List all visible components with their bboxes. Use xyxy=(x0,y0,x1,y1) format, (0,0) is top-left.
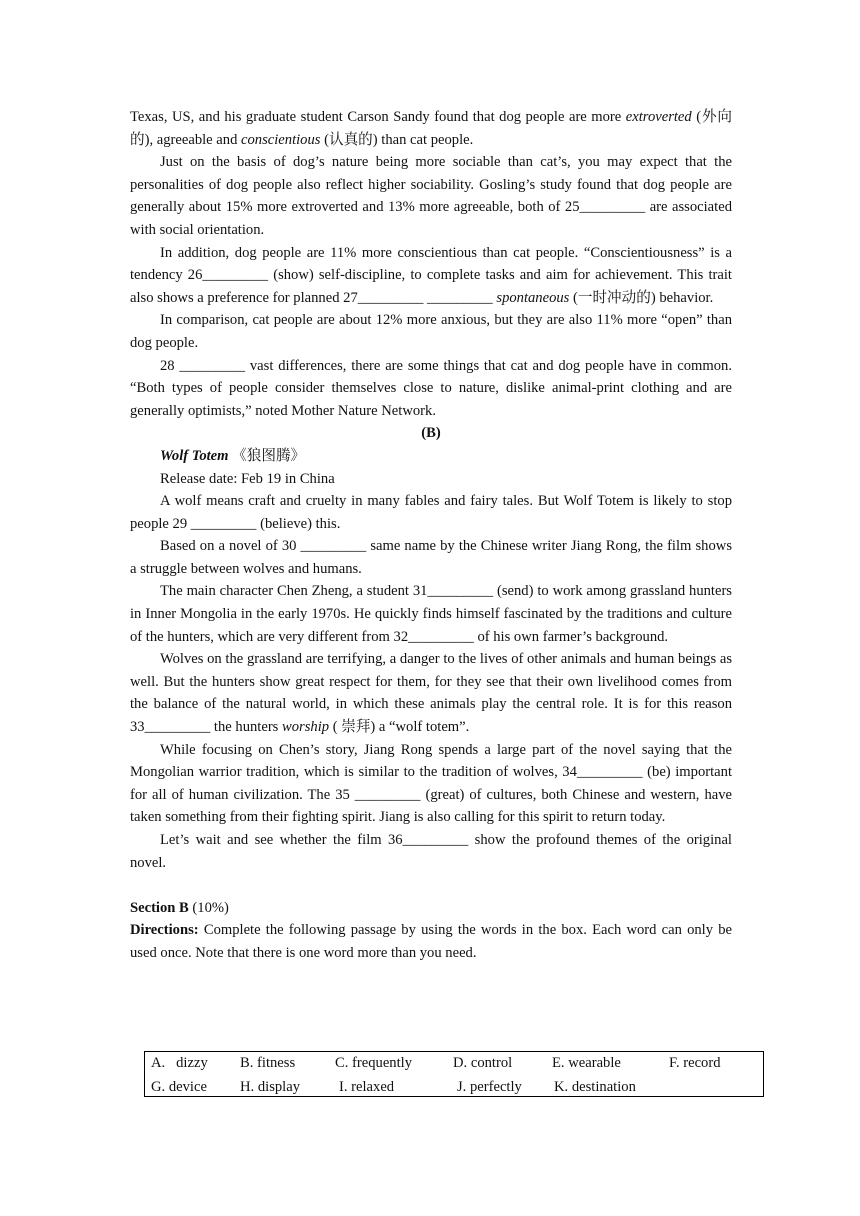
paragraph-b6: Let’s wait and see whether the film 36_________ show the profound themes of the original novel. xyxy=(130,832,732,871)
italic-term: extroverted xyxy=(625,109,692,125)
text: (认真的) than cat people. xyxy=(320,131,474,148)
paragraph-a4: In comparison, cat people are about 12% more anxious, but they are also 11% more “open” than dog people. xyxy=(130,312,732,351)
section-b-title xyxy=(130,897,732,920)
text: ( 崇拜) a “wolf totem”. xyxy=(329,719,470,736)
word-option: H. display xyxy=(240,1079,300,1095)
film-title-line xyxy=(130,445,732,468)
word-option: C. frequently xyxy=(335,1055,413,1071)
passage-b-heading: (B) xyxy=(421,425,441,442)
paragraph-b3: The main character Chen Zheng, a student 31_________ (send) to work among grassland hunters in Inner Mongolia in the early 1970s. He quickly finds himself fascinated by the traditions and culture of the hunters, which are very different from 32_________ of his own farmer’s background. xyxy=(130,583,732,645)
word-option: I. relaxed xyxy=(339,1079,395,1095)
paragraph-a1 xyxy=(130,106,732,151)
text: Texas, US, and his graduate student Carson Sandy found that dog people are more xyxy=(130,109,626,125)
paragraph-b2: Based on a novel of 30 _________ same name by the Chinese writer Jiang Rong, the film shows a struggle between wolves and humans. xyxy=(130,538,732,577)
directions xyxy=(130,919,732,964)
section-title: Section B xyxy=(130,899,189,916)
text: In addition, dog people are 11% more conscientious than cat people. “Conscientiousness” is a tendency 26_________ (show) self-discipline, to complete tasks and aim for achievement. This trait also shows a preference for planned 27_________ _________ xyxy=(130,244,732,306)
italic-term: spontaneous xyxy=(496,289,570,306)
paragraph-b5: While focusing on Chen’s story, Jiang Rong spends a large part of the novel saying that the Mongolian warrior tradition, which is similar to the tradition of wolves, 34_________ (be) important for all of human civilization. The 35 _________ (great) of cultures, both Chinese and western, have taken something from their fighting spirit. Jiang is also calling for this spirit to return today. xyxy=(130,741,732,826)
word-box-row-2 xyxy=(145,1079,763,1101)
text: (一时冲动的) behavior. xyxy=(569,289,714,306)
word-option: A. dizzy xyxy=(151,1055,208,1071)
word-box xyxy=(144,1051,764,1097)
word-option: J. perfectly xyxy=(457,1079,522,1095)
word-option: F. record xyxy=(669,1055,721,1071)
italic-term: worship xyxy=(282,719,330,736)
text: Wolves on the grassland are terrifying, a danger to the lives of other animals and human beings as well. But the hunters show great respect for them, for they see that their own livelihood comes from the balance of the natural world, in which these animals play the central role. It is for this reason 33_________ the hunters xyxy=(130,651,732,736)
directions-text: Complete the following passage by using the words in the box. Each word can only be used once. Note that there is one word more than you need. xyxy=(130,922,732,961)
paragraph-a5: 28 _________ vast differences, there are some things that cat and dog people have in common. “Both types of people consider themselves close to nature, dislike animal-print clothing and are generally optimists,” noted Mother Nature Network. xyxy=(130,357,732,419)
word-option: B. fitness xyxy=(240,1055,296,1071)
document-page xyxy=(130,106,732,965)
text: (外向的), agreeable and xyxy=(130,109,733,148)
word-option: E. wearable xyxy=(552,1055,621,1071)
film-title: Wolf Totem xyxy=(160,447,229,464)
release-date: Release date: Feb 19 in China xyxy=(160,470,335,487)
word-option: G. device xyxy=(151,1079,207,1095)
italic-term: conscientious xyxy=(241,131,321,148)
paragraph-a3 xyxy=(130,242,732,310)
directions-label: Directions: xyxy=(130,922,199,939)
film-title-cn: 《狼图腾》 xyxy=(232,447,306,464)
section-weight: (10%) xyxy=(188,899,229,916)
paragraph-b1: A wolf means craft and cruelty in many fables and fairy tales. But Wolf Totem is likely to stop people 29 _________ (believe) this. xyxy=(130,493,732,532)
word-box-row-1 xyxy=(145,1055,763,1077)
paragraph-a2: Just on the basis of dog’s nature being more sociable than cat’s, you may expect that the personalities of dog people also reflect higher sociability. Gosling’s study found that dog people are generally about 15% more extroverted and 13% more agreeable, both of 25_________ are associated with social orientation. xyxy=(130,154,732,238)
paragraph-b4 xyxy=(130,648,732,738)
spacer xyxy=(130,874,732,897)
word-option: D. control xyxy=(453,1055,513,1071)
word-option: K. destination xyxy=(554,1079,636,1095)
